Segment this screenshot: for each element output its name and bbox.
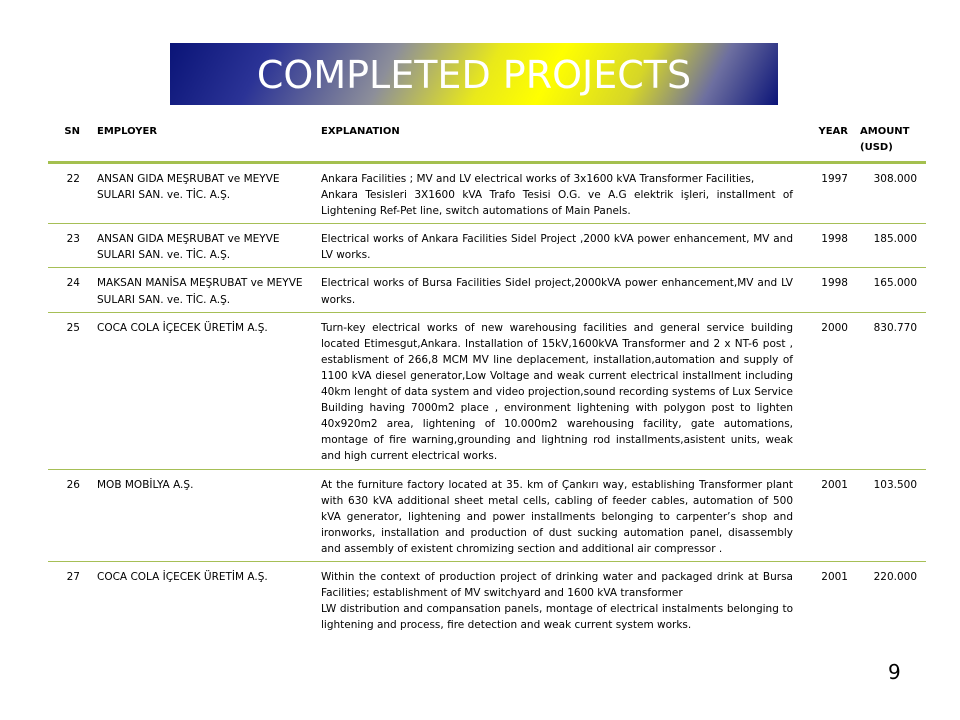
- table-row: [48, 562, 926, 637]
- row-sn: 22: [66, 173, 80, 185]
- row-employer: MOB MOBİLYA A.Ş.: [97, 478, 194, 491]
- row-explanation: [303, 224, 793, 267]
- row-explanation-line: Turn-key electrical works of new warehousing facilities and general service building located Etimesgut,Ankara. Installation of 15kV,1600kVA Transformer and 2 x NT-6 post , establisment of 266,8 MCM MV line deplacement, installation,automation and supply of 1100 kVA diesel generator,Low Voltage and weak current electrical installment including 40km lenght of data system and video projection,sound recording systems of Lux Service Building having 7000m2 place , environment lightening with polygon post to lighten 40x920m2 area, lightening of 10.000m2 warehousing facility, gate automations, montage of fire warning,grounding and lightning rod installments,asistent units, weak and high current electrical works.: [321, 321, 793, 463]
- row-year: 2001: [821, 570, 848, 583]
- page-number: 9: [888, 660, 901, 684]
- header-amount-line2: (USD): [860, 142, 893, 154]
- title-banner: [170, 43, 778, 105]
- row-amount: 220.000: [873, 570, 917, 583]
- header-year: YEAR: [818, 126, 848, 137]
- table-row: [48, 224, 926, 268]
- row-year: 1997: [821, 173, 848, 185]
- row-explanation: [303, 562, 793, 637]
- row-sn: 25: [66, 321, 80, 334]
- page-title: COMPLETED PROJECTS: [256, 53, 692, 97]
- table-row: [48, 313, 926, 470]
- row-year: 2001: [821, 478, 848, 491]
- row-explanation: [303, 470, 793, 561]
- row-sn: 26: [66, 478, 80, 491]
- row-amount: 308.000: [873, 173, 917, 185]
- row-amount: 165.000: [873, 277, 917, 290]
- row-amount: 185.000: [873, 233, 917, 246]
- row-explanation-line: Electrical works of Bursa Facilities Sidel project,2000kVA power enhancement,MV and LV works.: [321, 277, 793, 306]
- row-year: 1998: [821, 233, 848, 246]
- row-explanation-line: Within the context of production project of drinking water and packaged drink at Bursa Facilities; establishment of MV switchyard and 1600 kVA transformer: [321, 570, 793, 600]
- row-explanation-line: Ankara Tesisleri 3X1600 kVA Trafo Tesisi O.G. ve A.G elektrik işleri, installment of Lightening Ref-Pet line, switch automations of Main Panels.: [321, 189, 793, 218]
- row-employer: ANSAN GIDA MEŞRUBAT ve MEYVE SULARI SAN. ve. TİC. A.Ş.: [97, 233, 280, 262]
- row-explanation-line: Electrical works of Ankara Facilities Sidel Project ,2000 kVA power enhancement, MV and LV works.: [321, 233, 793, 262]
- row-sn: 27: [66, 570, 80, 583]
- row-explanation: [303, 313, 793, 469]
- row-amount: 830.770: [873, 321, 917, 334]
- row-explanation-line: LW distribution and compansation panels, montage of electrical instalments belonging to lightening and process, fire detection and weak current system works.: [321, 603, 793, 632]
- row-explanation: [303, 268, 793, 311]
- header-employer: EMPLOYER: [97, 126, 158, 137]
- row-sn: 23: [66, 233, 80, 246]
- header-amount: [848, 118, 926, 161]
- row-employer: ANSAN GIDA MEŞRUBAT ve MEYVE SULARI SAN. ve. TİC. A.Ş.: [97, 173, 280, 202]
- row-year: 1998: [821, 277, 848, 290]
- row-explanation-line: Ankara Facilities ; MV and LV electrical works of 3x1600 kVA Transformer Facilities,: [321, 173, 755, 185]
- table-row: [48, 164, 926, 224]
- table-header-row: [48, 118, 926, 164]
- row-year: 2000: [821, 321, 848, 334]
- row-sn: 24: [66, 277, 80, 290]
- row-employer: MAKSAN MANİSA MEŞRUBAT ve MEYVE SULARI SAN. ve. TİC. A.Ş.: [97, 277, 303, 306]
- table-row: [48, 470, 926, 562]
- row-employer: COCA COLA İÇECEK ÜRETİM A.Ş.: [97, 321, 268, 334]
- row-explanation: [303, 164, 793, 223]
- header-amount-line1: AMOUNT: [860, 126, 910, 137]
- projects-table: [48, 118, 926, 637]
- row-amount: 103.500: [873, 478, 917, 491]
- header-sn: SN: [64, 126, 80, 137]
- header-explanation: EXPLANATION: [321, 126, 400, 137]
- row-explanation-line: At the furniture factory located at 35. km of Çankırı way, establishing Transformer plant with 630 kVA additional sheet metal cells, cabling of feeder cables, automation of 500 kVA generator, lightening and power installments belonging to carpenter’s shop and ironworks, installation and production of dust sucking automation panel, disassembly and assembly of existent chromizing section and additional air compressor .: [321, 478, 793, 555]
- row-employer: COCA COLA İÇECEK ÜRETİM A.Ş.: [97, 570, 268, 583]
- table-row: [48, 268, 926, 312]
